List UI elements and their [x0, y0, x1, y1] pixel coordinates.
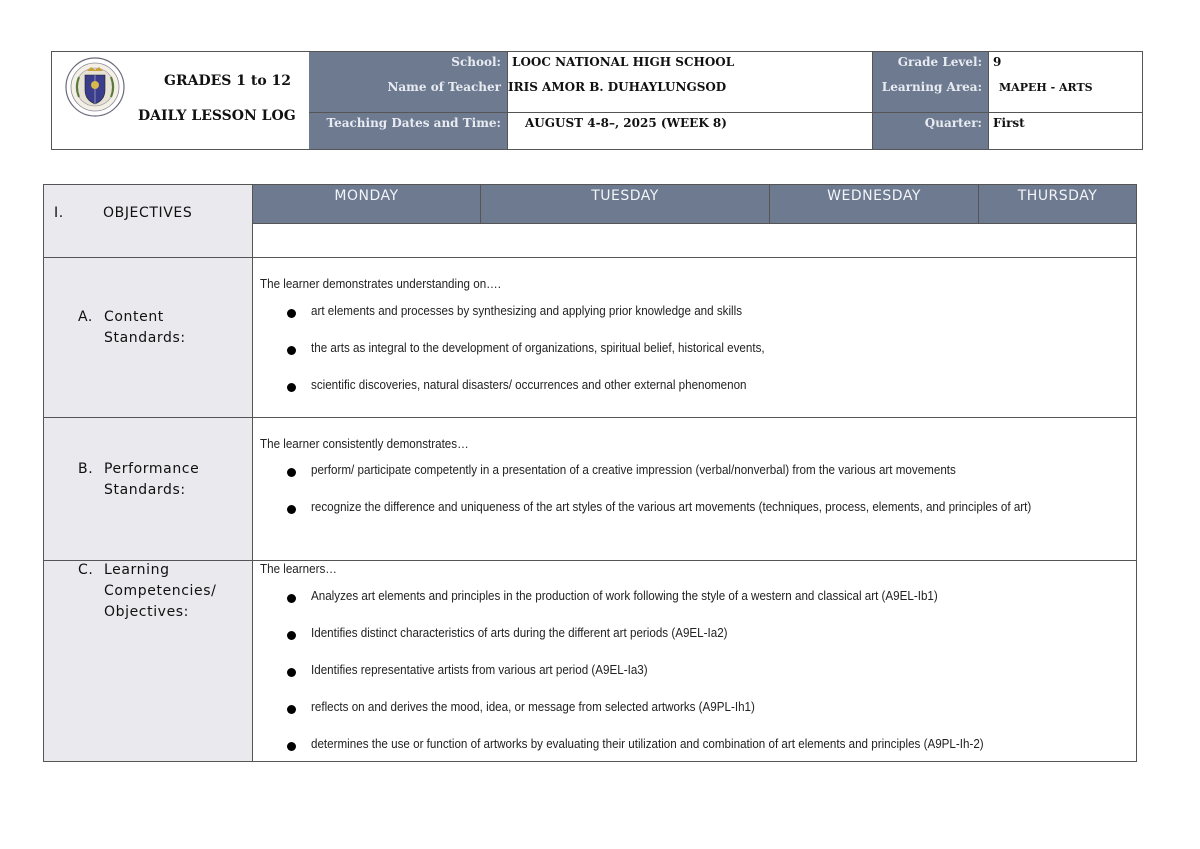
daily-lesson-log-title: DAILY LESSON LOG — [138, 108, 296, 124]
teacher-value: IRIS AMOR B. DUHAYLUNGSOD — [508, 79, 873, 112]
learning-area-value: MAPEH - ARTS — [989, 79, 1142, 112]
objectives-heading — [54, 203, 244, 225]
day-header-thursday: THURSDAY — [979, 185, 1136, 224]
bullet-icon — [287, 309, 296, 318]
bullet-icon — [287, 631, 296, 640]
performance-standards-label-line1: Performance — [104, 461, 200, 477]
content-standard-item: scientific discoveries, natural disasters/ occurrences and other external phenomenon — [311, 378, 747, 392]
competencies-intro: The learners… — [260, 562, 337, 576]
bullet-icon — [287, 505, 296, 514]
competencies-marker: C. — [78, 562, 94, 578]
bullet-icon — [287, 705, 296, 714]
content-standards-heading — [78, 307, 248, 351]
quarter-value: First — [989, 112, 1142, 149]
learning-area-label: Learning Area: — [873, 79, 989, 112]
logo-cell — [52, 52, 310, 149]
row-divider — [44, 257, 1136, 258]
day-header-tuesday: TUESDAY — [481, 185, 770, 224]
bullet-icon — [287, 594, 296, 603]
performance-standards-marker: B. — [78, 461, 94, 477]
content-standards-label-line2: Standards: — [104, 330, 186, 346]
row-divider — [44, 417, 1136, 418]
performance-standard-item: recognize the difference and uniqueness of the art styles of the various art movements (techniques, process, elements, and principles of art) — [311, 500, 1032, 514]
content-standards-marker: A. — [78, 309, 93, 325]
quarter-label: Quarter: — [873, 112, 989, 149]
teaching-dates-value: AUGUST 4-8–, 2025 (WEEK 8) — [508, 112, 873, 149]
objectives-marker: I. — [54, 205, 64, 221]
bullet-icon — [287, 346, 296, 355]
lesson-log-table — [43, 184, 1137, 762]
grades-title: GRADES 1 to 12 — [164, 73, 292, 89]
competency-item: determines the use or function of artworks by evaluating their utilization and combination of art elements and principles (A9PL-Ih-2) — [311, 737, 984, 751]
competencies-label-line2: Competencies/ — [104, 583, 217, 599]
day-header-wednesday: WEDNESDAY — [770, 185, 979, 224]
objectives-title: OBJECTIVES — [103, 205, 193, 221]
content-standards-intro: The learner demonstrates understanding on…. — [260, 277, 502, 291]
bullet-icon — [287, 742, 296, 751]
teacher-label: Name of Teacher — [309, 79, 508, 112]
competencies-label-line3: Objectives: — [104, 604, 189, 620]
header-table — [51, 51, 1143, 150]
school-label: School: — [309, 52, 508, 79]
bullet-icon — [287, 468, 296, 477]
performance-standards-intro: The learner consistently demonstrates… — [260, 437, 469, 451]
deped-seal-icon — [65, 57, 125, 117]
day-header-monday: MONDAY — [253, 185, 481, 224]
competency-item: Analyzes art elements and principles in the production of work following the style of a western and classical art (A9EL-Ib1) — [311, 589, 938, 603]
performance-standards-label-line2: Standards: — [104, 482, 186, 498]
school-value: LOOC NATIONAL HIGH SCHOOL — [508, 52, 873, 79]
content-standards-label-line1: Content — [104, 309, 164, 325]
competencies-heading — [78, 560, 248, 626]
performance-standard-item: perform/ participate competently in a presentation of a creative impression (verbal/nonverbal) from the various art movements — [311, 463, 956, 477]
teaching-dates-label: Teaching Dates and Time: — [309, 112, 508, 149]
content-standard-item: the arts as integral to the development of organizations, spiritual belief, historical events, — [311, 341, 765, 355]
performance-standards-heading — [78, 459, 248, 503]
bullet-icon — [287, 383, 296, 392]
grade-level-value: 9 — [989, 52, 1142, 79]
bullet-icon — [287, 668, 296, 677]
competency-item: reflects on and derives the mood, idea, or message from selected artworks (A9PL-Ih1) — [311, 700, 755, 714]
competency-item: Identifies distinct characteristics of arts during the different art periods (A9EL-Ia2) — [311, 626, 728, 640]
competencies-label-line1: Learning — [104, 562, 170, 578]
content-standard-item: art elements and processes by synthesizing and applying prior knowledge and skills — [311, 304, 743, 318]
competency-item: Identifies representative artists from various art period (A9EL-Ia3) — [311, 663, 648, 677]
grade-level-label: Grade Level: — [873, 52, 989, 79]
